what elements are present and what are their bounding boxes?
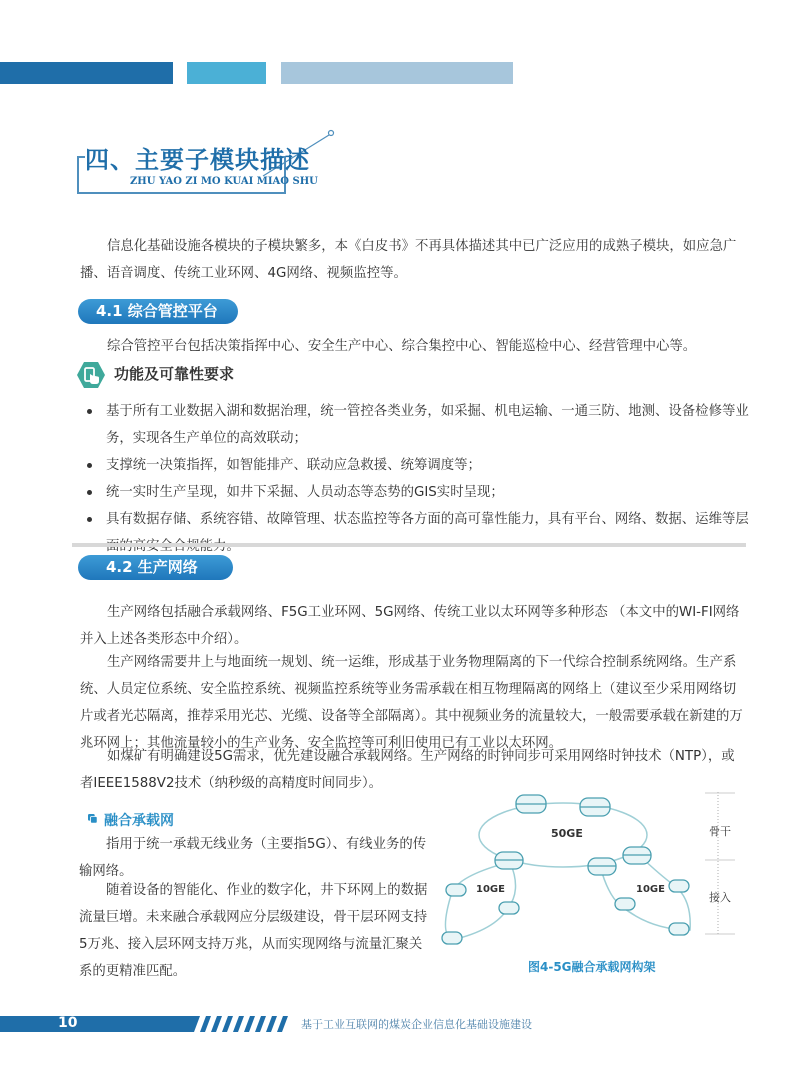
access-router-icon [499,902,519,914]
access-router-icon [446,884,466,896]
section-title: 四、主要子模块描述 [85,146,310,174]
core-ring-label: 50GE [551,827,583,840]
core-router-icon [588,858,616,875]
heading-4-2: 4.2 生产网络 [78,555,233,580]
figure-caption: 图4-5G融合承载网构架 [528,960,656,974]
bullet-text: 支撑统一决策指挥，如智能排产、联动应急救援、统筹调度等； [106,458,481,473]
s41-subheading-text: 功能及可靠性要求 [114,365,235,383]
bullet-icon [87,463,92,468]
s42-paragraph-3-text: 如煤矿有明确建设5G需求，优先建设融合承载网络。生产网络的时钟同步可采用网络时钟技术（NTP），或者IEEE1588V2技术（纳秒级的高精度时间同步）。 [80,749,735,791]
footer-stripes-icon [200,1016,295,1032]
footer-bar [0,1016,200,1032]
bullet-text: 统一实时生产呈现，如井下采掘、人员动态等态势的GIS实时呈现； [106,485,504,500]
list-item [85,452,750,479]
section-title-pinyin: ZHU YAO ZI MO KUAI MIAO SHU [130,176,318,187]
access-ring-right-label: 10GE [636,884,665,895]
heading-4-1: 4.1 综合管控平台 [78,299,238,324]
s42-paragraph-2-text: 生产网络需要井上与地面统一规划、统一运维，形成基于业务物理隔离的下一代综合控制系统网络。生产系统、人员定位系统、安全监控系统、视频监控系统等业务需承载在相互物理隔离的网络上（建议至少采用网络切片或者光芯隔离，推荐采用光芯、光缆、设备等全部隔离）。其中视频业务的流量较大，一般需要承载在新建的万兆环网上；其他流量较小的生产业务、安全监控等可利旧使用已有工业以太环网。 [80,655,743,751]
touch-hand-icon [77,361,105,389]
s41-description-text: 综合管控平台包括决策指挥中心、安全生产中心、综合集控中心、智能巡检中心、经营管理中心等。 [107,339,697,354]
core-router-icon [623,847,651,864]
access-router-icon [669,923,689,935]
s42-paragraph-1-text: 生产网络包括融合承载网络、F5G工业环网、5G网络、传统工业以太环网等多种形态 （本文中的WI-FI网络并入上述各类形态中介绍）。 [80,605,740,647]
bullet-icon [87,490,92,495]
s42-paragraph-2 [80,649,746,757]
list-item [85,506,750,560]
converged-network-paragraph-1-text: 指用于统一承载无线业务（主要指5G）、有线业务的传输网络。 [79,837,427,879]
list-item [85,479,750,506]
section-title-block [75,128,325,196]
header-bar-dark [0,62,173,84]
bullet-icon [87,517,92,522]
core-router-icon [495,852,523,869]
intro-paragraph [80,233,746,287]
access-router-icon [669,880,689,892]
header-bar-mid [187,62,266,84]
converged-network-paragraph-2-text: 随着设备的智能化、作业的数字化，井下环网上的数据流量巨增。未来融合承载网应分层级建设，骨干层环网支持5万兆、接入层环网支持万兆，从而实现网络与流量汇聚关系的更精准匹配。 [79,883,428,979]
section-divider [72,543,746,547]
access-router-icon [615,898,635,910]
bullet-icon [87,409,92,414]
s41-bullet-list [85,398,750,560]
access-router-icon [442,932,462,944]
s41-description [80,333,746,360]
header-bar-light [281,62,513,84]
core-router-icon [580,798,610,816]
converged-network-paragraph-2 [79,877,431,985]
core-router-icon [516,795,546,813]
layer-backbone-label: 骨干 [709,825,731,838]
access-ring-left-label: 10GE [476,884,505,895]
footer-document-title: 基于工业互联网的煤炭企业信息化基础设施建设 [301,1018,532,1031]
s42-paragraph-1 [80,599,746,653]
page-number: 10 [58,1015,78,1031]
intro-text: 信息化基础设施各模块的子模块繁多，本《白皮书》不再具体描述其中已广泛应用的成熟子模块，如应急广播、语音调度、传统工业环网、4G网络、视频监控等。 [80,239,737,281]
network-architecture-diagram [440,780,770,980]
bullet-text: 具有数据存储、系统容错、故障管理、状态监控等各方面的高可靠性能力，具有平台、网络、数据、运维等层 [106,512,749,527]
access-ring-left [445,862,515,940]
bullet-text: 基于所有工业数据入湖和数据治理，统一管控各类业务，如采掘、机电运输、一通三防、地测、设备检修等业务，实现各生产单位的高效联动； [106,404,749,446]
converged-network-heading-text: 融合承载网 [104,813,174,829]
layers-icon [88,814,98,824]
layer-access-label: 接入 [709,891,731,904]
list-item [85,398,750,452]
